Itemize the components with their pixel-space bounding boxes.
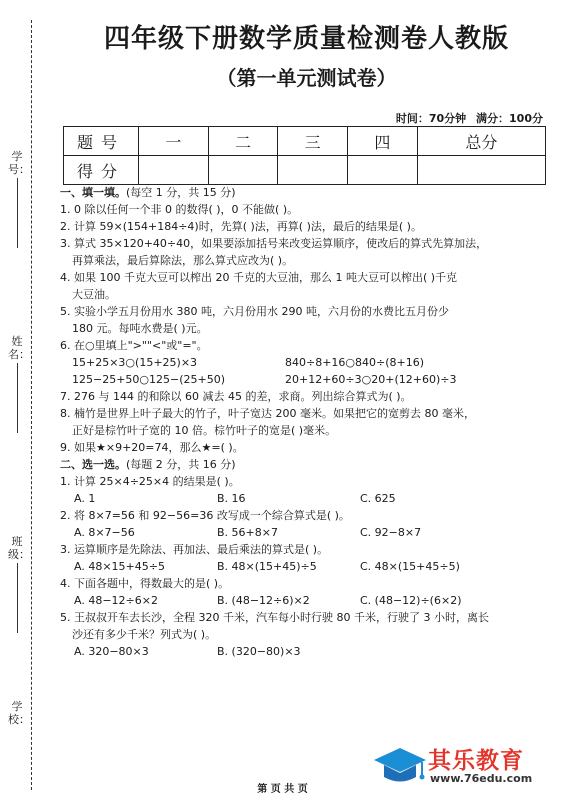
option-b[interactable]: B. 56+8×7 — [217, 526, 278, 539]
option-a[interactable]: A. 1 — [74, 492, 96, 505]
compare-row — [60, 372, 555, 389]
compare-item: 840÷8+16○840÷(8+16) — [285, 356, 425, 369]
option-b[interactable]: B. 48×(15+45)÷5 — [217, 560, 317, 573]
full-score: 满分：100分 — [476, 112, 543, 125]
option-a[interactable]: A. 320−80×3 — [74, 645, 149, 658]
score-header-cell: 二 — [208, 127, 278, 156]
question-line: 9. 如果★×9+20=74，那么★=( )。 — [60, 441, 244, 454]
page-subtitle: （第一单元测试卷） — [216, 66, 397, 90]
choice-question: 1. 计算 25×4÷25×4 的结果是( )。 — [60, 475, 240, 488]
score-row-label: 得分 — [64, 156, 139, 185]
choice-question: 4. 下面各题中，得数最大的是( )。 — [60, 577, 230, 590]
question-line: 8. 楠竹是世界上叶子最大的竹子，叶子宽达 200 毫米。如果把它的宽剪去 80 毫米， — [60, 407, 475, 420]
compare-item: 20+12+60÷3○20+(12+60)÷3 — [285, 373, 457, 386]
class-label: 班级： — [8, 535, 26, 633]
question-line: 1. 0 除以任何一个非 0 的数得( )，0 不能做( )。 — [60, 203, 299, 216]
score-cell[interactable] — [278, 156, 348, 185]
compare-row — [60, 355, 555, 372]
choice-options — [60, 559, 555, 576]
exam-meta — [390, 110, 543, 126]
page-footer: 第 页 共 页 — [257, 784, 308, 795]
option-b[interactable]: B. (48−12÷6)×2 — [217, 594, 310, 607]
option-a[interactable]: A. 48×15+45÷5 — [74, 560, 165, 573]
question-line: 6. 在○里填上">""<"或"="。 — [60, 339, 208, 352]
option-b[interactable]: B. 16 — [217, 492, 246, 505]
time-limit: 时间：70分钟 — [395, 112, 467, 125]
option-c[interactable]: C. 92−8×7 — [360, 526, 422, 539]
option-a[interactable]: A. 8×7−56 — [74, 526, 135, 539]
score-header-cell: 题号 — [64, 127, 139, 156]
question-line: 再算乘法，最后算除法，那么算式应改为( )。 — [72, 254, 294, 267]
choice-options — [60, 491, 555, 508]
question-line: 3. 算式 35×120+40÷40，如果要添加括号来改变运算顺序，使改后的算式先算加法， — [60, 237, 488, 250]
student-id-label: 学号： — [8, 150, 26, 248]
page-title: 四年级下册数学质量检测卷人教版 — [103, 24, 509, 54]
score-cell[interactable] — [208, 156, 278, 185]
question-line: 7. 276 与 144 的和除以 60 减去 45 的差，求商。列出综合算式为( )。 — [60, 390, 412, 403]
score-cell[interactable] — [417, 156, 545, 185]
question-line: 5. 实验小学五月份用水 380 吨，六月份用水 290 吨，六月份的水费比五月份少 — [60, 305, 449, 318]
choice-question-continued: 沙还有多少千米？列式为( )。 — [72, 628, 217, 641]
choice-options — [60, 593, 555, 610]
question-line: 2. 计算 59×(154+184÷4)时，先算( )法，再算( )法，最后的结果是( )。 — [60, 220, 422, 233]
school-label: 学校： — [8, 700, 30, 726]
compare-item: 15+25×3○(15+25)×3 — [72, 356, 198, 369]
choice-question: 2. 将 8×7=56 和 92−56=36 改写成一个综合算式是( )。 — [60, 509, 350, 522]
question-line: 正好是棕竹叶子宽的 10 倍。棕竹叶子的宽是( )毫米。 — [72, 424, 337, 437]
score-header-cell: 一 — [139, 127, 209, 156]
score-cell[interactable] — [139, 156, 209, 185]
choice-question: 5. 王叔叔开车去长沙，全程 320 千米，汽车每小时行驶 80 千米，行驶了 3 小时，离长 — [60, 611, 489, 624]
question-line: 大豆油。 — [72, 288, 116, 301]
score-header-cell: 总分 — [417, 127, 545, 156]
binding-margin — [0, 0, 48, 800]
question-line: 4. 如果 100 千克大豆可以榨出 20 千克的大豆油，那么 1 吨大豆可以榨出( )千克 — [60, 271, 458, 284]
choice-question: 3. 运算顺序是先除法、再加法、最后乘法的算式是( )。 — [60, 543, 329, 556]
option-b[interactable]: B. (320−80)×3 — [217, 645, 301, 658]
score-table — [63, 126, 546, 185]
score-table-row — [64, 156, 546, 185]
compare-item: 125−25+50○125−(25+50) — [72, 373, 226, 386]
exam-content — [60, 185, 555, 661]
score-header-cell: 三 — [278, 127, 348, 156]
name-label: 姓名： — [8, 335, 26, 433]
score-cell[interactable] — [348, 156, 418, 185]
option-c[interactable]: C. 625 — [360, 492, 396, 505]
choice-options — [60, 644, 555, 661]
option-c[interactable]: C. 48×(15+45÷5) — [360, 560, 460, 573]
score-table-header — [64, 127, 546, 156]
option-c[interactable]: C. (48−12)÷(6×2) — [360, 594, 462, 607]
choice-options — [60, 525, 555, 542]
brand-url: www.76edu.com — [430, 772, 533, 785]
brand-name: 其乐教育 — [428, 748, 524, 774]
option-a[interactable]: A. 48−12÷6×2 — [74, 594, 158, 607]
question-line: 180 元。每吨水费是( )元。 — [72, 322, 208, 335]
score-header-cell: 四 — [348, 127, 418, 156]
section-heading: 二、选一选。(每题 2 分，共 16 分) — [60, 458, 236, 471]
section-heading: 一、填一填。(每空 1 分，共 15 分) — [60, 186, 236, 199]
cut-line — [31, 20, 32, 790]
